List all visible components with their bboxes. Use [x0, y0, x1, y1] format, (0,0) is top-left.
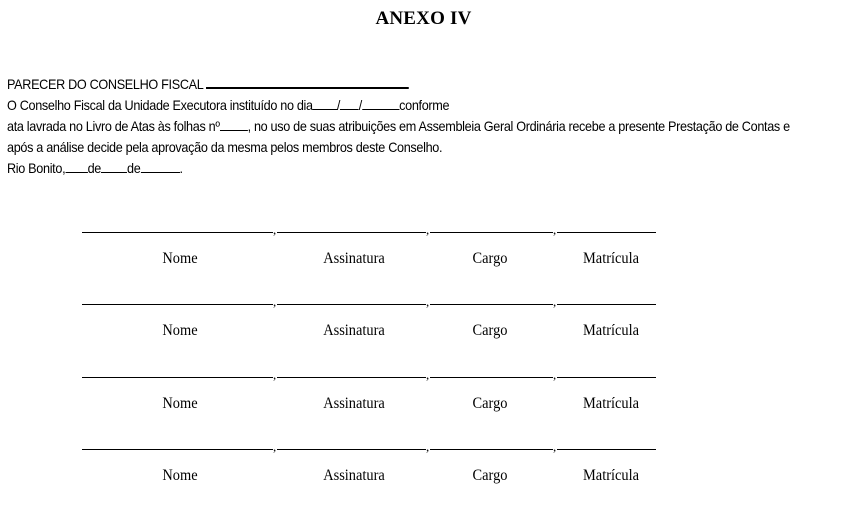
- report-paragraph: [7, 74, 790, 179]
- matricula-line[interactable]: [557, 449, 656, 450]
- cargo-line[interactable]: [430, 377, 553, 378]
- paragraph-line-3: [7, 116, 790, 137]
- de-text: de: [127, 161, 141, 176]
- matricula-label: Matrícula: [583, 467, 639, 484]
- paragraph-line-2: [7, 95, 784, 116]
- date-separator: /: [358, 98, 362, 113]
- separator-comma: ,: [426, 222, 430, 237]
- sign-year-blank[interactable]: [140, 160, 179, 173]
- separator-comma: ,: [426, 367, 430, 382]
- matricula-label: Matrícula: [583, 250, 639, 267]
- cargo-line[interactable]: [430, 449, 553, 450]
- sign-month-blank[interactable]: [101, 160, 127, 173]
- assinatura-label: Assinatura: [323, 467, 385, 484]
- period-text: .: [179, 161, 183, 176]
- signature-row: [82, 294, 657, 364]
- approval-text: após a análise decide pela aprovação da mesma pelos membros deste Conselho.: [7, 140, 443, 155]
- nome-line[interactable]: [82, 232, 273, 233]
- signature-row: [82, 439, 657, 509]
- institution-date-text: O Conselho Fiscal da Unidade Executora instituído no dia: [7, 98, 313, 113]
- paragraph-line-4: [7, 137, 784, 158]
- matricula-label: Matrícula: [583, 395, 639, 412]
- cargo-label: Cargo: [472, 250, 508, 267]
- nome-line[interactable]: [82, 304, 273, 305]
- page-number-blank[interactable]: [220, 118, 248, 131]
- minutes-book-text: ata lavrada no Livro de Atas às folhas nº: [7, 119, 220, 134]
- matricula-line[interactable]: [557, 232, 656, 233]
- matricula-label: Matrícula: [583, 322, 639, 339]
- assinatura-line[interactable]: [277, 449, 426, 450]
- separator-comma: ,: [273, 222, 277, 237]
- city-text: Rio Bonito,: [7, 161, 66, 176]
- separator-comma: ,: [273, 439, 277, 454]
- assinatura-label: Assinatura: [323, 322, 385, 339]
- date-separator: /: [336, 98, 341, 113]
- nome-label: Nome: [162, 250, 198, 267]
- signature-row: [82, 222, 657, 292]
- separator-comma: ,: [273, 294, 277, 309]
- fiscal-council-name-blank[interactable]: [206, 75, 409, 89]
- de-text: de: [87, 161, 102, 176]
- conforme-text: conforme: [399, 98, 450, 113]
- paragraph-line-5: [7, 158, 784, 179]
- separator-comma: ,: [553, 294, 557, 309]
- month-blank[interactable]: [340, 97, 359, 110]
- page-title: ANEXO IV: [375, 8, 472, 29]
- cargo-label: Cargo: [472, 322, 508, 339]
- cargo-line[interactable]: [430, 304, 553, 305]
- nome-line[interactable]: [82, 377, 273, 378]
- assembly-text: , no uso de suas atribuições em Assembleia Geral Ordinária recebe a presente Prestação de Contas e: [247, 119, 790, 134]
- cargo-label: Cargo: [472, 467, 508, 484]
- assinatura-label: Assinatura: [323, 395, 385, 412]
- signature-row: [82, 367, 657, 437]
- separator-comma: ,: [273, 367, 277, 382]
- assinatura-line[interactable]: [277, 232, 426, 233]
- nome-line[interactable]: [82, 449, 273, 450]
- separator-comma: ,: [553, 222, 557, 237]
- separator-comma: ,: [553, 439, 557, 454]
- assinatura-label: Assinatura: [323, 250, 385, 267]
- paragraph-line-1: [7, 74, 784, 95]
- cargo-label: Cargo: [472, 395, 508, 412]
- report-heading-text: PARECER DO CONSELHO FISCAL: [7, 77, 203, 92]
- cargo-line[interactable]: [430, 232, 553, 233]
- separator-comma: ,: [426, 439, 430, 454]
- day-blank[interactable]: [313, 97, 337, 110]
- sign-day-blank[interactable]: [65, 160, 87, 173]
- assinatura-line[interactable]: [277, 377, 426, 378]
- separator-comma: ,: [553, 367, 557, 382]
- matricula-line[interactable]: [557, 377, 656, 378]
- nome-label: Nome: [162, 467, 198, 484]
- matricula-line[interactable]: [557, 304, 656, 305]
- nome-label: Nome: [162, 395, 198, 412]
- year-blank[interactable]: [362, 97, 399, 110]
- nome-label: Nome: [162, 322, 198, 339]
- separator-comma: ,: [426, 294, 430, 309]
- assinatura-line[interactable]: [277, 304, 426, 305]
